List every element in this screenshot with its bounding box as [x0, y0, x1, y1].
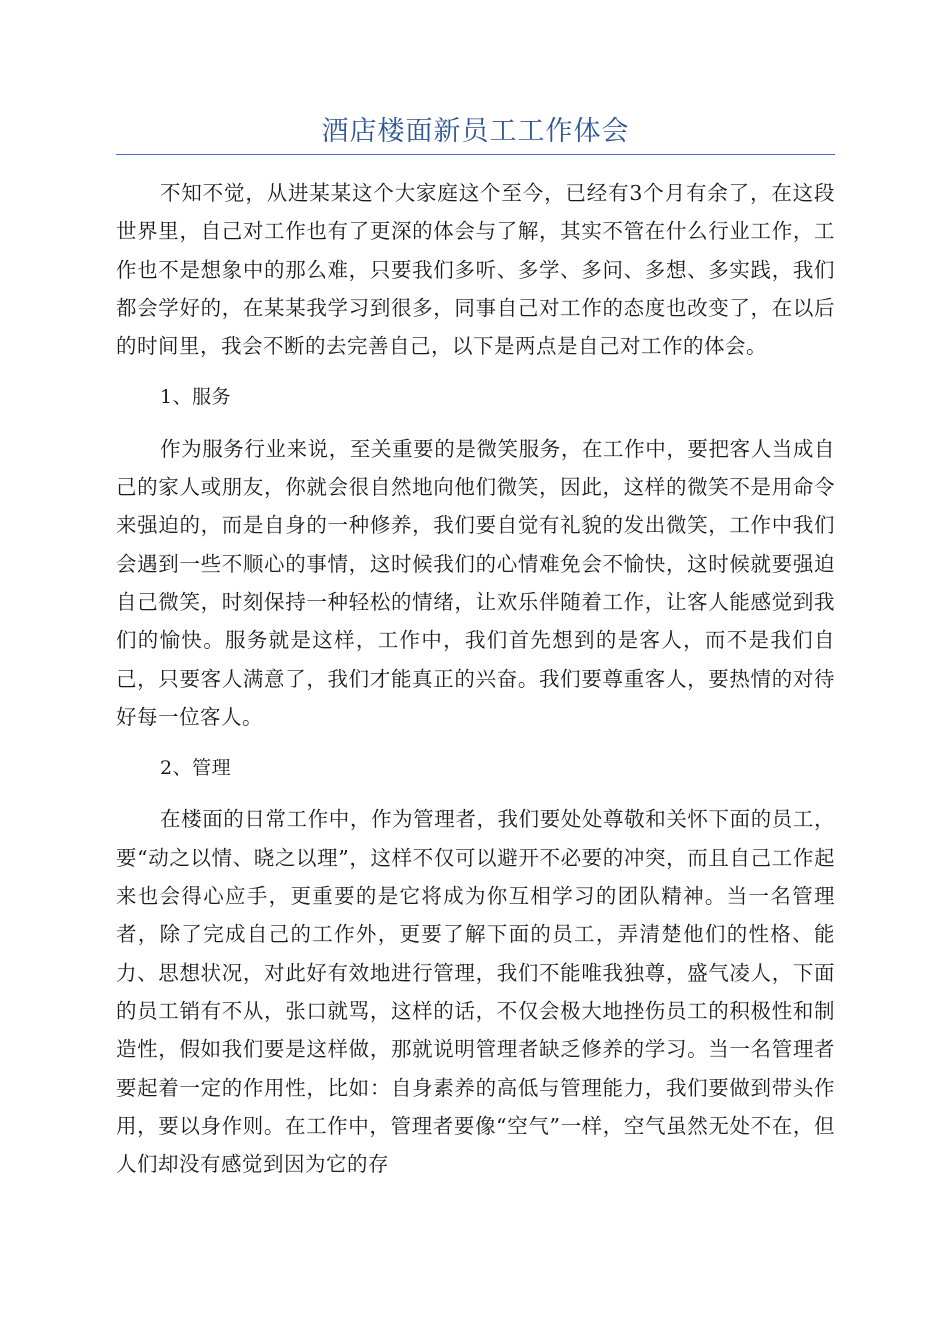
- paragraph-gap: [116, 417, 835, 430]
- paragraph-gap: [116, 365, 835, 378]
- section-paragraph-management: 在楼面的日常工作中，作为管理者，我们要处处尊敬和关怀下面的员工，要“动之以情、晓之以理”，这样不仅可以避开不必要的冲突，而且自己工作起来也会得心应手，更重要的是它将成为你互相学习的团队精神。当一名管理者，除了完成自己的工作外，更要了解下面的员工，弄清楚他们的性格、能力、思想状况，对此好有效地进行管理，我们不能唯我独尊，盛气凌人，下面的员工销有不从，张口就骂，这样的话，不仅会极大地挫伤员工的积极性和制造性，假如我们要是这样做，那就说明管理者缺乏修养的学习。当一名管理者要起着一定的作用性，比如：自身素养的高低与管理能力，我们要做到带头作用，要以身作则。在工作中，管理者要像“空气”一样，空气虽然无处不在，但人们却没有感觉到因为它的存: [116, 807, 835, 1177]
- paragraph-gap: [116, 736, 835, 749]
- section-heading-management: 2、管理: [160, 757, 232, 780]
- intro-paragraph: 不知不觉，从进某某这个大家庭这个至今，已经有3个月有余了，在这段世界里，自己对工作也有了更深的体会与了解，其实不管在什么行业工作，工作也不是想象中的那么难，只要我们多听、多学、多问、多想、多实践，我们都会学好的，在某某我学习到很多，同事自己对工作的态度也改变了，在以后的时间里，我会不断的去完善自己，以下是两点是自己对工作的体会。: [116, 181, 835, 359]
- section-heading-service: 1、服务: [160, 386, 232, 409]
- document-title: 酒店楼面新员工工作体会: [321, 116, 630, 147]
- title-underline: [116, 154, 835, 155]
- section-paragraph-service: 作为服务行业来说，至关重要的是微笑服务，在工作中，要把客人当成自己的家人或朋友，你就会很自然地向他们微笑，因此，这样的微笑不是用命令来强迫的，而是自身的一种修养，我们要自觉有礼貌的发出微笑，工作中我们会遇到一些不顺心的事情，这时候我们的心情难免会不愉快，这时候就要强迫自己微笑，时刻保持一种轻松的情绪，让欢乐伴随着工作，让客人能感觉到我们的愉快。服务就是这样，工作中，我们首先想到的是客人，而不是我们自己，只要客人满意了，我们才能真正的兴奋。我们要尊重客人，要热情的对待好每一位客人。: [116, 436, 835, 729]
- paragraph-gap: [116, 787, 835, 800]
- document-body: [116, 174, 835, 1183]
